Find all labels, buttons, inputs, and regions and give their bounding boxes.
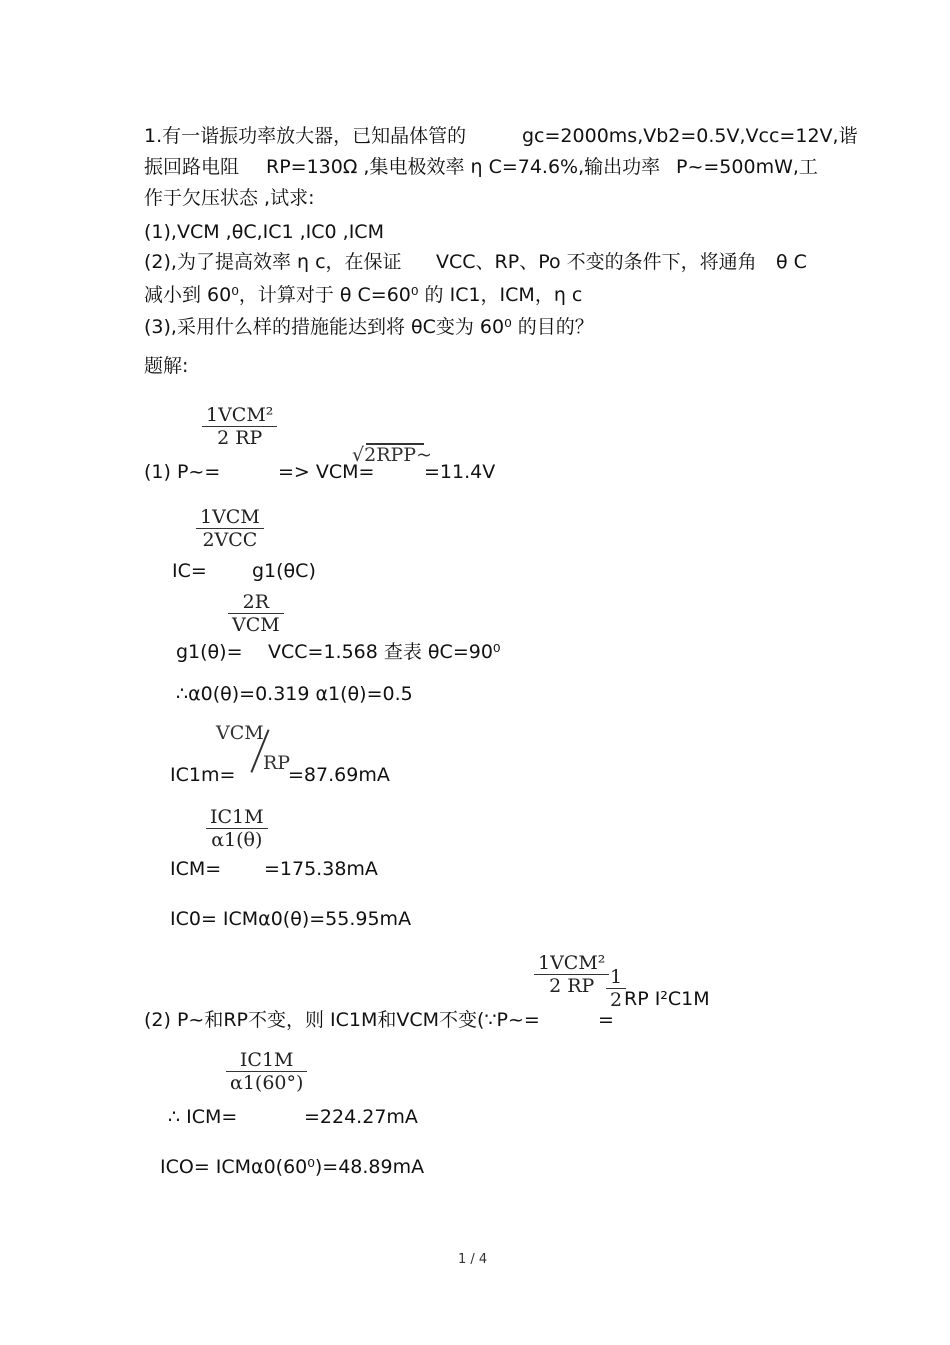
ic-prefix [172,562,207,581]
s1-prefix-text: (1) P~= [144,461,221,483]
icm2-prefix-text: ∴ ICM= [168,1106,238,1128]
efficiency-text: RP=130Ω ,集电极效率 η C=74.6%,输出功率 [266,156,661,178]
g1-suffix-text: VCC=1.568 查表 θC=90⁰ [268,641,501,663]
power-text: P~=500mW,工 [676,156,818,178]
ic-denominator: 2VCC [202,529,258,551]
s1-result [424,463,495,482]
question-1 [144,223,384,242]
ic-fraction [196,506,264,551]
s2-prefix-text: (2) P~和RP不变，则 IC1M和VCM不变(∵P~= [144,1009,540,1031]
s2-prefix [144,1011,540,1030]
icm-numerator: IC1M [206,806,268,829]
question-2-text-c: θ C [776,251,807,273]
icm-result-text: =175.38mA [264,858,378,880]
ic1m-result-text: =87.69mA [288,764,390,786]
ic-numerator: 1VCM [196,506,264,529]
ic1m-den [263,752,290,774]
ic1m-result [288,766,390,785]
params-text: gc=2000ms,Vb2=0.5V,Vcc=12V,谐 [522,125,858,147]
icm-prefix-text: ICM= [170,858,222,880]
g1-fraction [228,591,284,636]
question-2a [144,253,402,272]
icm2-denominator: α1(60°) [230,1072,304,1094]
ic-suffix-text: g1(θC) [252,560,316,582]
s1-fraction [202,404,277,449]
problem-params [522,127,858,146]
ic1m-prefix [170,766,235,785]
s1-prefix [144,463,220,482]
s2-numerator: 1VCM² [534,952,609,975]
question-3 [144,318,594,337]
page-number [458,1252,487,1267]
ic1m-prefix-text: IC1m= [170,764,236,786]
question-1-text: (1),VCM ,θC,IC1 ,IC0 ,ICM [144,221,384,243]
question-2b [436,253,757,272]
ic0-text: IC0= ICMα0(θ)=55.95mA [170,908,412,930]
icm2-numerator: IC1M [226,1049,307,1072]
s1-sqrt-content: 2RPP~ [364,444,432,466]
icm-fraction [206,806,268,851]
ic1m-num [216,722,264,744]
s2-eq-text: = [598,1009,614,1031]
alpha-text: ∴α0(θ)=0.319 α1(θ)=0.5 [176,683,413,705]
icm2-result-text: =224.27mA [304,1106,418,1128]
icm-denominator: α1(θ) [211,829,263,851]
icm2-fraction [226,1049,307,1094]
ic0-line [170,910,411,929]
ic1m-numerator: VCM [216,722,264,744]
s2-eq [598,1011,614,1030]
icm-prefix [170,860,221,879]
s1-denominator: 2 RP [217,427,263,449]
page-number-text: 1 / 4 [458,1252,488,1267]
question-2c [776,253,807,272]
s2-half-numerator: 1 [606,966,626,989]
problem-line-2c [676,158,818,177]
s2-fraction [534,952,609,997]
alpha-line [176,685,413,704]
s2-tail-text: RP I²C1M [624,988,710,1010]
question-2d [144,286,582,305]
problem-line-1 [144,127,466,146]
ic1m-denominator: RP [263,752,291,774]
ic02-line [160,1158,424,1177]
s1-mid-text: => VCM= [278,461,375,483]
g1-prefix [176,643,243,662]
problem-line-2a [144,158,239,177]
solution-heading: 题解: [144,355,189,377]
s1-result-text: =11.4V [424,461,496,483]
problem-line-3 [144,189,314,208]
question-2-text-d: 减小到 60⁰，计算对于 θ C=60⁰ 的 IC1，ICM，η c [144,284,583,306]
sqrt-overline [366,443,424,445]
solution-label [144,357,188,376]
ic-suffix [252,562,316,581]
ic02-text: ICO= ICMα0(60⁰)=48.89mA [160,1156,425,1178]
g1-numerator: 2R [228,591,284,614]
ic-prefix-text: IC= [172,560,207,582]
s2-half-denominator: 2 [610,989,623,1011]
s2-denominator: 2 RP [549,975,595,997]
g1-suffix [268,643,501,662]
problem-intro: 1.有一谐振功率放大器，已知晶体管的 [144,125,467,147]
question-2-text-a: (2),为了提高效率 η c，在保证 [144,251,402,273]
icm-result [264,860,378,879]
resistor-label: 振回路电阻 [144,156,240,178]
icm2-prefix [168,1108,237,1127]
s2-tail [624,990,710,1009]
g1-denominator: VCM [232,614,280,636]
question-2-text-b: VCC、RP、Po 不变的条件下，将通角 [436,251,757,273]
icm2-result [304,1108,418,1127]
question-3-text: (3),采用什么样的措施能达到将 θC变为 60⁰ 的目的？ [144,316,594,338]
s1-sqrt [352,444,432,466]
g1-prefix-text: g1(θ)= [176,641,243,663]
problem-line-2b [266,158,660,177]
sqrt-symbol-icon: √ [352,444,365,466]
state-text: 作于欠压状态 ,试求: [144,187,315,209]
s1-numerator: 1VCM² [202,404,277,427]
